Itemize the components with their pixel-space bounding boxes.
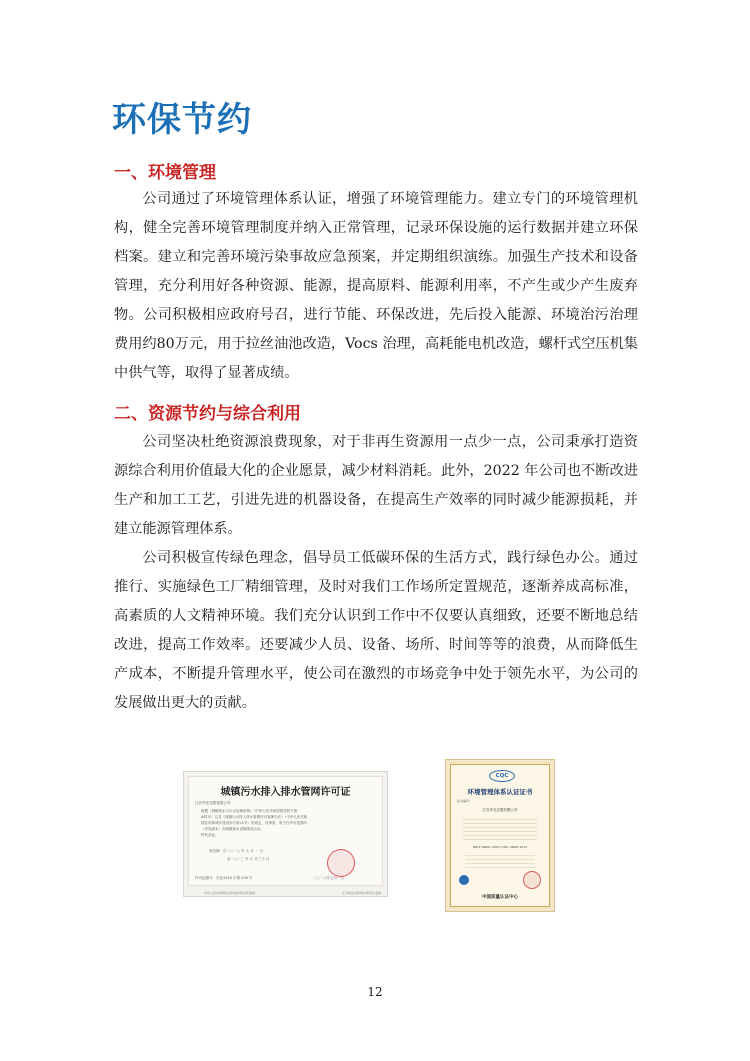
permit-footer-right: 江苏省住房和城乡建设厅监制 xyxy=(341,891,381,895)
permit-line: 641号）以及《城镇污水排入排水管网许可管理办法》（中华人民共和 xyxy=(201,815,308,819)
permit-number: 许可证编号：苏宜2018 字第 598 号 xyxy=(195,876,253,880)
permit-line: 根据《城镇排水与污水处理条例》（中华人民共和国国务院令第 xyxy=(201,809,298,813)
page-title: 环保节约 xyxy=(112,100,252,140)
permit-line: 国住房和城乡建设部令第21号）的规定，经审查，准予在许可范围内 xyxy=(201,821,307,825)
permit-validity: 有效期：自二○一八 年 七 月 一 日 xyxy=(209,849,264,853)
section-heading-environment: 一、环境管理 xyxy=(114,163,216,183)
page-number: 12 xyxy=(367,985,383,999)
permit-company: 江苏华光光缆有限公司： xyxy=(195,801,234,805)
permit-validity-end: 至二○二三 年 六 月三十 日 xyxy=(227,857,270,861)
paragraph-resource-saving-1: 公司坚决杜绝资源浪费现象，对于非再生资源用一点少一点，公司秉承打造资源综合利用价值最大化的企业愿景，减少材料消耗。此外，2022 年公司也不断改进生产和加工工艺，引进先进的机器设备，在提高生产效率的同时减少能源损耗，并建立能源管理体系。 xyxy=(114,434,638,537)
permit-line: （详见副本）向城镇排水设施排放污水。 xyxy=(201,827,264,831)
iso-title: 环境管理体系认证证书 xyxy=(467,788,533,796)
iso-text-block xyxy=(463,817,537,841)
cqc-logo: CQC xyxy=(489,770,515,782)
permit-line: 特发此证。 xyxy=(201,833,219,837)
section-heading-resource-saving: 二、资源节约与综合利用 xyxy=(114,404,301,424)
permit-date: 二○一八年七月一日 xyxy=(313,876,345,880)
iso-company: 江苏华光光缆有限公司 xyxy=(482,808,518,812)
paragraph-resource-saving-2: 公司积极宣传绿色理念，倡导员工低碳环保的生活方式，践行绿色办公。通过推行、实施绿色工厂精细管理，及时对我们工作场所定置规范，逐渐养成高标准，高素质的人文精神环境。我们充分认识到工作中不仅要认真细致，还要不断地总结改进，提高工作效率。还要减少人员、设备、场所、时间等等的浪费，从而降低生产成本，不断提升管理水平，使公司在激烈的市场竞争中处于领先水平，为公司的发展做出更大的贡献。 xyxy=(114,550,638,711)
iso-cert-number: 证书编号： xyxy=(457,799,473,803)
iso-org: 中国质量认证中心 xyxy=(482,895,518,900)
paragraph-environment-management: 公司通过了环境管理体系认证，增强了环境管理能力。建立专门的环境管理机构，健全完善环境管理制度并纳入正常管理，记录环保设施的运行数据并建立环保档案。建立和完善环境污染事故应急预案，并定期组织演练。加强生产技术和设备管理，充分利用好各种资源、能源，提高原料、能源利用率，不产生或少产生废弃物。公司积极相应政府号召，进行节能、环保改进，先后投入能源、环境治污治理费用约80万元，用于拉丝油池改造，Vocs 治理，高耗能电机改造，螺杆式空压机集中供气等，取得了显著成绩。 xyxy=(114,191,638,381)
permit-title: 城镇污水排入排水管网许可证 xyxy=(220,787,351,798)
iso-text-block-2 xyxy=(465,853,535,869)
iso14001-certificate xyxy=(445,759,555,912)
iaf-logo-icon xyxy=(459,875,469,885)
red-seal xyxy=(327,849,355,877)
permit-body xyxy=(201,808,376,838)
iso-seal-icon xyxy=(523,871,541,889)
permit-footer-left: 中华人民共和国住房和城乡建设部监制 xyxy=(204,891,256,895)
iso-standard: GB/T 24001-2016 / ISO 14001:2015 xyxy=(472,845,528,849)
drainage-permit-certificate xyxy=(183,771,388,897)
